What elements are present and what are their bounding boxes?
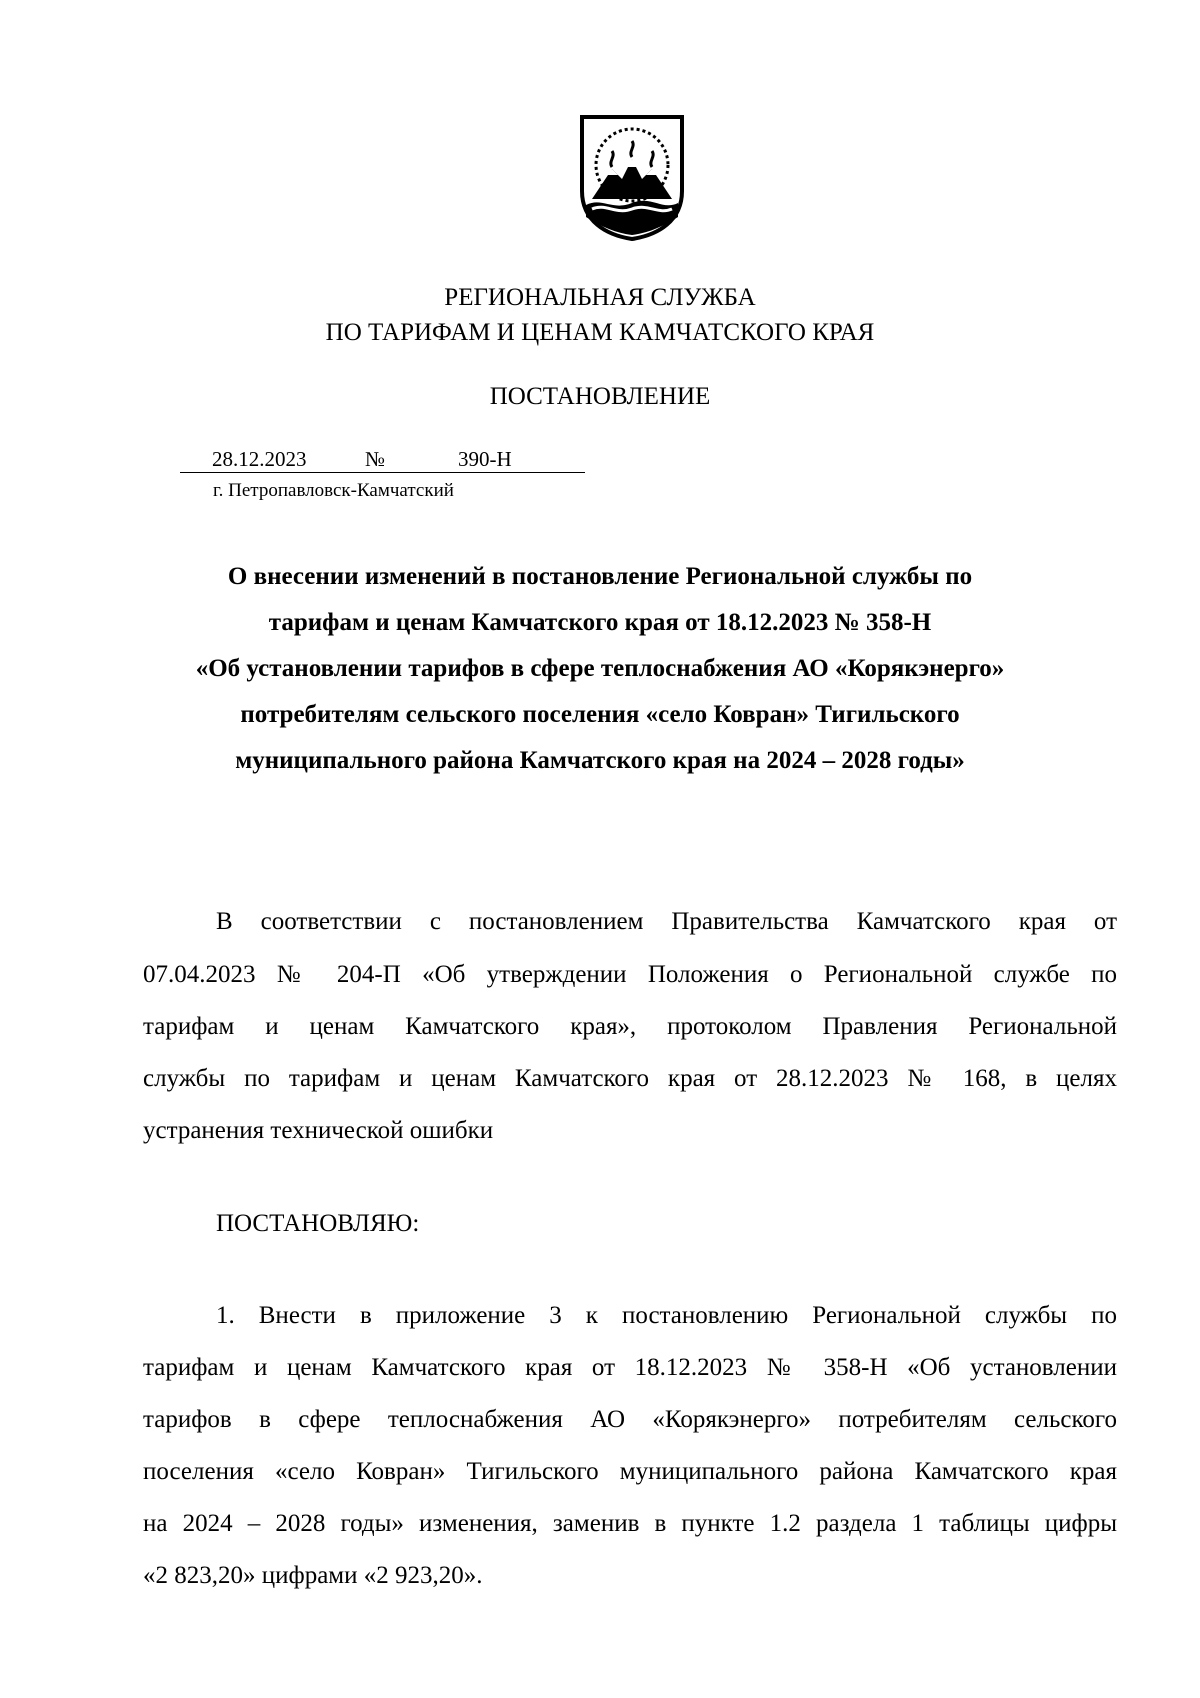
document-title-line: потребителям сельского поселения «село Ковран» Тигильского: [240, 701, 960, 728]
preamble-line: тарифам и ценам Камчатского края», протоколом Правления Региональной: [143, 1013, 1117, 1040]
kamchatka-coat-of-arms-icon: [578, 113, 686, 241]
document-title-line: тарифам и ценам Камчатского края от 18.12.2023 № 358-Н: [268, 609, 932, 636]
item-1-line: 1. Внести в приложение 3 к постановлению Региональной службы по: [216, 1302, 1117, 1329]
preamble-line: 07.04.2023 № 204-П «Об утверждении Положения о Региональной службе по: [143, 961, 1117, 988]
item-1-line: «2 823,20» цифрами «2 923,20».: [143, 1562, 483, 1589]
document-title-line: О внесении изменений в постановление Региональной службы по: [227, 563, 973, 590]
document-date-number-row: [180, 446, 585, 473]
item-1-line: на 2024 – 2028 годы» изменения, заменив в пункте 1.2 раздела 1 таблицы цифры: [143, 1510, 1117, 1537]
decree-heading: ПОСТАНОВЛЯЮ:: [216, 1210, 420, 1237]
preamble-line: В соответствии с постановлением Правительства Камчатского края от: [216, 908, 1117, 935]
document-city: г. Петропавловск-Камчатский: [213, 480, 454, 501]
agency-name-line-2: ПО ТАРИФАМ И ЦЕНАМ КАМЧАТСКОГО КРАЯ: [325, 319, 875, 346]
item-1-line: тарифов в сфере теплоснабжения АО «Корякэнерго» потребителям сельского: [143, 1406, 1117, 1433]
document-number-label: №: [365, 447, 386, 471]
item-1-line: поселения «село Ковран» Тигильского муниципального района Камчатского края: [143, 1458, 1117, 1485]
document-number: 390-Н: [458, 447, 512, 471]
document-title-line: «Об установлении тарифов в сфере теплоснабжения АО «Корякэнерго»: [195, 655, 1005, 682]
preamble-line: устранения технической ошибки: [143, 1117, 494, 1144]
item-1-line: тарифам и ценам Камчатского края от 18.12.2023 № 358-Н «Об установлении: [143, 1354, 1117, 1381]
document-title-line: муниципального района Камчатского края на 2024 – 2028 годы»: [235, 747, 965, 774]
document-type: ПОСТАНОВЛЕНИЕ: [489, 383, 711, 410]
document-date: 28.12.2023: [212, 447, 307, 471]
preamble-line: службы по тарифам и ценам Камчатского края от 28.12.2023 № 168, в целях: [143, 1065, 1117, 1092]
agency-name-line-1: РЕГИОНАЛЬНАЯ СЛУЖБА: [444, 284, 756, 311]
